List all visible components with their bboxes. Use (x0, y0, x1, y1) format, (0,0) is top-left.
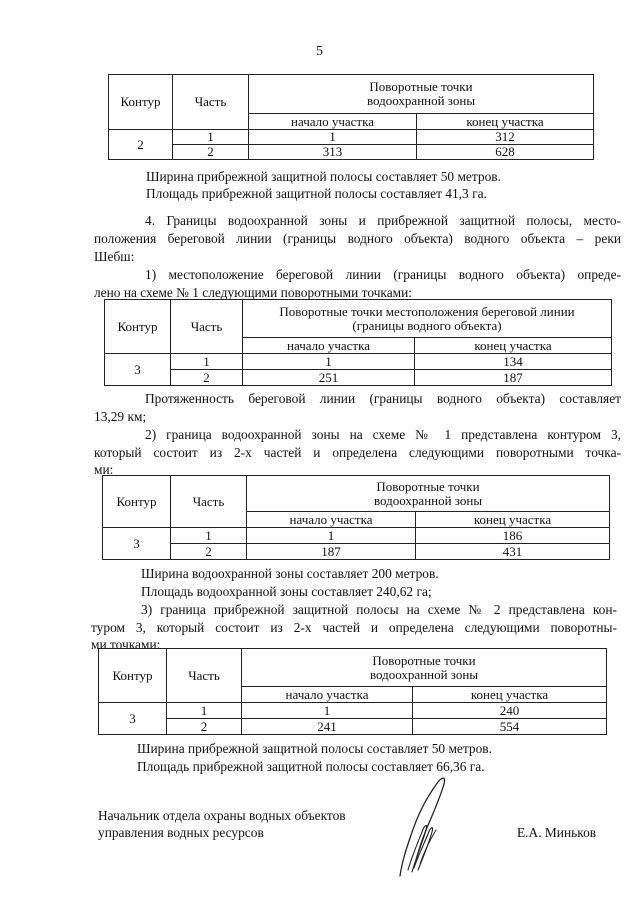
cell-end: 431 (416, 544, 610, 560)
col-header-points-line2: водоохранной зоны (366, 93, 476, 108)
handwritten-signature (388, 772, 458, 882)
col-header-contour: Контур (103, 476, 171, 528)
col-header-points-line1: Поворотные точки (369, 79, 473, 95)
col-header-contour: Контур (109, 75, 173, 130)
cell-part: 2 (171, 544, 247, 560)
col-header-points-line1: Поворотные точки (372, 652, 476, 668)
col-header-points-line2: водоохранной зоны (369, 666, 479, 682)
col-header-contour: Контур (99, 649, 167, 703)
cell-part: 2 (173, 145, 249, 160)
cell-contour: 2 (109, 130, 173, 160)
table-row (109, 130, 594, 145)
area-text-4: Площадь прибрежной защитной полосы составляет 66,36 га. (137, 759, 485, 774)
col-header-start: начало участка (249, 114, 417, 130)
cell-start: 313 (249, 145, 417, 160)
col-header-part: Часть (173, 75, 249, 130)
item3-line3: ми точками: (91, 637, 161, 652)
cell-part: 1 (173, 130, 249, 145)
col-header-end: конец участка (417, 114, 594, 130)
item2-line1: 2) граница водоохранной зоны на схеме № 1 представлена контуром 3, (145, 427, 621, 442)
signatory-position-line2: управления водных ресурсов (98, 825, 264, 840)
cell-contour: 3 (103, 528, 171, 560)
area-text-3: Площадь водоохранной зоны составляет 240,62 га; (141, 584, 432, 599)
table-contour-2-water-zone (108, 74, 594, 160)
width-text-4: Ширина прибрежной защитной полосы составляет 50 метров. (137, 741, 492, 756)
cell-start: 241 (242, 719, 413, 735)
col-header-end: конец участка (415, 338, 612, 354)
item2-line2: который состоит из 2-х частей и определена следующими поворотными точка- (94, 445, 621, 460)
col-header-points (243, 300, 612, 338)
table-row (105, 354, 612, 370)
item2-line3: ми: (94, 462, 114, 477)
cell-end: 628 (417, 145, 594, 160)
col-header-part: Часть (171, 300, 243, 354)
col-header-part: Часть (167, 649, 242, 703)
cell-end: 186 (416, 528, 610, 544)
col-header-points (249, 75, 594, 114)
table-row (103, 528, 610, 544)
table-row (99, 703, 607, 719)
col-header-points-line1: Поворотные точки местоположения береговой линии (279, 303, 575, 319)
cell-start: 1 (249, 130, 417, 145)
cell-part: 2 (171, 370, 243, 386)
area-text-1: Площадь прибрежной защитной полосы составляет 41,3 га. (146, 186, 487, 201)
section4-line1: 4. Границы водоохранной зоны и прибрежной защитной полосы, место- (145, 213, 621, 228)
item3-line1: 3) граница прибрежной защитной полосы на схеме № 2 представлена кон- (141, 602, 617, 617)
col-header-start: начало участка (242, 687, 413, 703)
table-contour-3-coastal-strip (98, 648, 607, 735)
section4-line2: положения береговой линии (границы водного объекта) водного объекта – реки (94, 231, 621, 246)
width-text-1: Ширина прибрежной защитной полосы составляет 50 метров. (146, 169, 501, 184)
cell-part: 1 (171, 354, 243, 370)
cell-end: 187 (415, 370, 612, 386)
col-header-points (247, 476, 610, 512)
cell-end: 134 (415, 354, 612, 370)
length-line1: Протяженность береговой линии (границы водного объекта) составляет (145, 391, 621, 406)
table-row (103, 544, 610, 560)
cell-contour: 3 (99, 703, 167, 735)
cell-contour: 3 (105, 354, 171, 386)
cell-end: 312 (417, 130, 594, 145)
col-header-start: начало участка (243, 338, 415, 354)
col-header-points-line2: водоохранной зоны (373, 492, 483, 508)
cell-end: 554 (413, 719, 607, 735)
col-header-end: конец участка (416, 512, 610, 528)
item3-line2: туром 3, который состоит из 2-х частей и определена следующими поворотны- (91, 620, 617, 635)
item1-line2: лено на схеме № 1 следующими поворотными точками: (94, 285, 413, 300)
col-header-points-line2: (границы водного объекта) (352, 317, 502, 333)
col-header-contour: Контур (105, 300, 171, 354)
col-header-points-line1: Поворотные точки (376, 478, 480, 494)
table-row (105, 370, 612, 386)
cell-end: 240 (413, 703, 607, 719)
table-contour-3-shoreline (104, 299, 612, 386)
table-row (109, 145, 594, 160)
length-line2: 13,29 км; (94, 409, 147, 424)
col-header-end: конец участка (413, 687, 607, 703)
cell-start: 1 (247, 528, 416, 544)
table-row (99, 719, 607, 735)
item1-line1: 1) местоположение береговой линии (границы водного объекта) опреде- (145, 267, 621, 282)
page-number: 5 (316, 44, 323, 59)
signatory-name: Е.А. Миньков (517, 825, 597, 840)
col-header-points (242, 649, 607, 687)
width-text-3: Ширина водоохранной зоны составляет 200 метров. (141, 566, 439, 581)
cell-start: 1 (243, 354, 415, 370)
table-contour-3-water-zone (102, 475, 610, 560)
cell-part: 1 (171, 528, 247, 544)
cell-start: 1 (242, 703, 413, 719)
col-header-start: начало участка (247, 512, 416, 528)
col-header-part: Часть (171, 476, 247, 528)
signatory-position-line1: Начальник отдела охраны водных объектов (98, 808, 346, 823)
cell-part: 2 (167, 719, 242, 735)
cell-start: 251 (243, 370, 415, 386)
section4-line3: Шебш: (94, 249, 135, 264)
cell-start: 187 (247, 544, 416, 560)
cell-part: 1 (167, 703, 242, 719)
